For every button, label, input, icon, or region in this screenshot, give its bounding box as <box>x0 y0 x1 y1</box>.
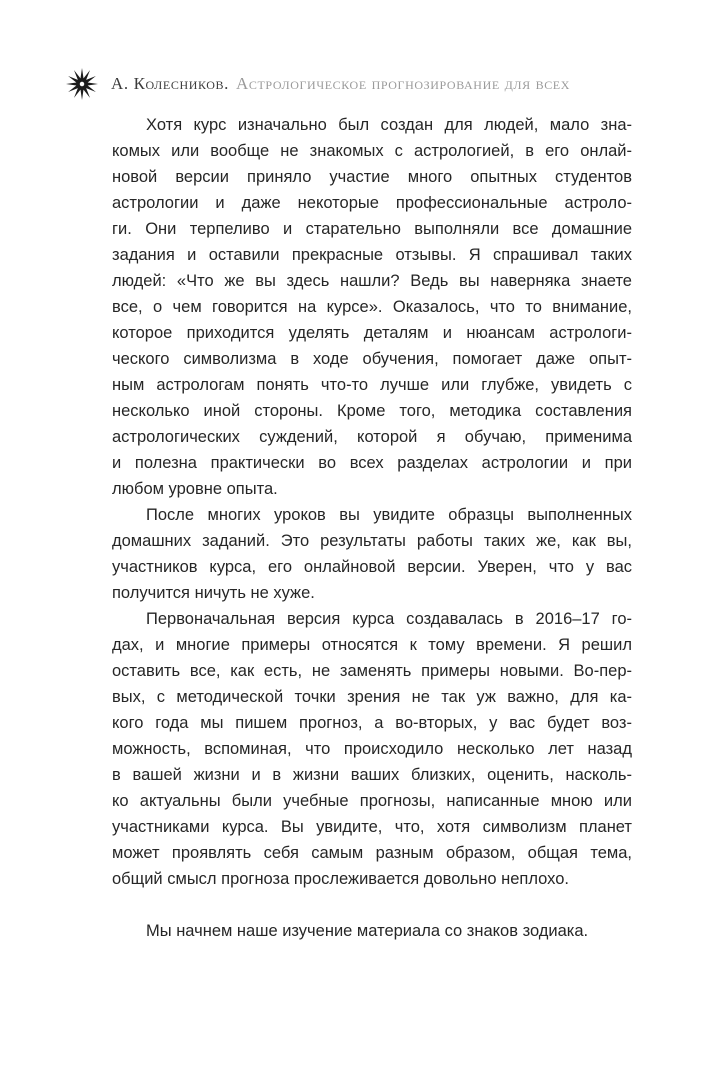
text-line: Хотя курс изначально был создан для людей, мало зна- <box>146 116 632 134</box>
text-line: получится ничуть не хуже. <box>112 584 315 602</box>
text-line: в вашей жизни и в жизни ваших близких, оценить, насколь- <box>112 766 632 784</box>
text-line: новой версии приняло участие много опытных студентов <box>112 168 632 186</box>
text-line: общий смысл прогноза прослеживается довольно неплохо. <box>112 870 569 888</box>
text-line: Первоначальная версия курса создавалась в 2016–17 го- <box>146 610 632 628</box>
text-line: любом уровне опыта. <box>112 480 278 498</box>
text-line: домашних заданий. Это результаты работы таких же, как вы, <box>112 532 632 550</box>
text-line: и полезна практически во всех разделах астрологии и при <box>112 454 632 472</box>
text-line: ги. Они терпеливо и старательно выполняли все домашние <box>112 220 632 238</box>
text-line: Мы начнем наше изучение материала со знаков зодиака. <box>146 922 589 940</box>
text-line: может проявлять себя самым разным образом, общая тема, <box>112 844 632 862</box>
body-text <box>112 112 632 944</box>
text-line: кого года мы пишем прогноз, а во-вторых, у вас будет воз- <box>112 714 632 732</box>
text-line: ческого символизма в ходе обучения, помогает даже опыт- <box>112 350 632 368</box>
text-line: оставить все, как есть, не заменять примеры новыми. Во-пер- <box>112 662 632 680</box>
text-line: несколько иной стороны. Кроме того, методика составления <box>112 402 632 420</box>
text-line: все, о чем говорится на курсе». Оказалось, что то внимание, <box>112 298 632 316</box>
paragraph-spacer <box>112 892 632 918</box>
text-line: людей: «Что же вы здесь нашли? Ведь вы наверняка знаете <box>112 272 632 290</box>
sun-icon <box>66 68 98 100</box>
text-line: вых, с методической точки зрения не так уж важно, для ка- <box>112 688 632 706</box>
text-line: которое приходится уделять деталям и нюансам астрологи- <box>112 324 632 342</box>
text-line: можность, вспоминая, что происходило несколько лет назад <box>112 740 632 758</box>
text-line: участников курса, его онлайновой версии. Уверен, что у вас <box>112 558 632 576</box>
text-line: участниками курса. Вы увидите, что, хотя символизм планет <box>112 818 632 836</box>
header-author: А. Колесников. <box>111 74 230 93</box>
text-line: дах, и многие примеры относятся к тому времени. Я решил <box>112 636 632 654</box>
text-line: ным астрологам понять что-то лучше или глубже, увидеть с <box>112 376 632 394</box>
text-line: астрологических суждений, которой я обучаю, применима <box>112 428 632 446</box>
header-title: Астрологическое прогнозирование для всех <box>236 74 571 93</box>
text-line: ко актуальны были учебные прогнозы, написанные мною или <box>112 792 632 810</box>
running-header <box>66 68 570 100</box>
running-header-text <box>111 74 570 94</box>
text-line: После многих уроков вы увидите образцы выполненных <box>146 506 632 524</box>
text-line: астрологии и даже некоторые профессиональные астроло- <box>112 194 632 212</box>
text-line: задания и оставили прекрасные отзывы. Я спрашивал таких <box>112 246 632 264</box>
text-line: комых или вообще не знакомых с астрологией, в его онлай- <box>112 142 632 160</box>
